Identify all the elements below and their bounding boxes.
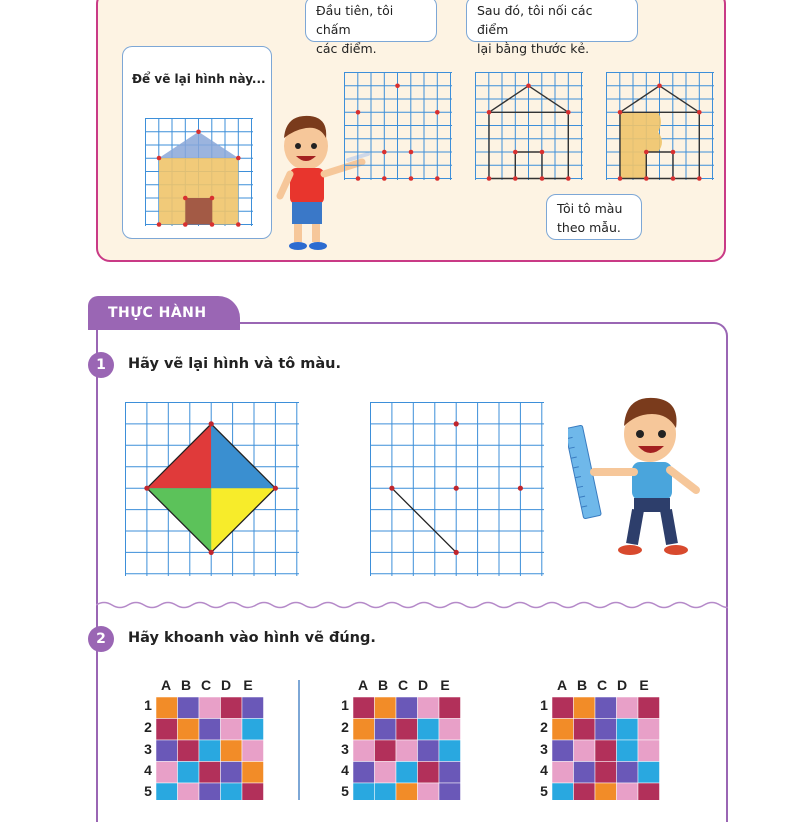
- wavy-divider: [96, 598, 728, 612]
- col-label-b: B: [576, 677, 588, 693]
- boy-illustration-ruler: [568, 392, 718, 562]
- row-label-4: 4: [540, 762, 548, 778]
- row-label-3: 3: [341, 741, 349, 757]
- col-label-e: E: [243, 677, 253, 693]
- row-label-3: 3: [144, 741, 152, 757]
- row-label-5: 5: [341, 783, 349, 799]
- task1-number: 1: [88, 352, 114, 378]
- col-label-c: C: [397, 677, 409, 693]
- col-label-d: D: [417, 677, 429, 693]
- bubble-step1: [305, 0, 437, 56]
- step2-lines-grid: [475, 72, 585, 182]
- col-label-a: A: [160, 677, 172, 693]
- step1-dots-grid: [344, 72, 454, 182]
- grid-separator: [298, 680, 300, 800]
- step3-coloring-grid: [606, 72, 716, 182]
- row-label-2: 2: [341, 719, 349, 735]
- bubble-step3-line2: theo mẫu.: [557, 220, 621, 235]
- bubble-step3-line1: Tôi tô màu: [557, 201, 623, 216]
- row-label-2: 2: [540, 719, 548, 735]
- row-label-2: 2: [144, 719, 152, 735]
- row-label-1: 1: [540, 697, 548, 713]
- intro-card-text: Để vẽ lại hình này...: [132, 72, 266, 86]
- bubble-step2: [466, 0, 638, 56]
- pattern-grid-option-1[interactable]: [136, 674, 276, 800]
- row-label-3: 3: [540, 741, 548, 757]
- col-label-d: D: [616, 677, 628, 693]
- diamond-practice-grid[interactable]: [370, 402, 546, 578]
- pattern-grid-option-3[interactable]: [532, 674, 672, 800]
- col-label-c: C: [596, 677, 608, 693]
- task1-instruction: Hãy vẽ lại hình và tô màu.: [128, 356, 342, 372]
- col-label-a: A: [357, 677, 369, 693]
- bubble-step3: [546, 194, 642, 240]
- practice-section-title: THỰC HÀNH: [88, 296, 240, 330]
- house-example-grid: [145, 118, 255, 228]
- task2-number: 2: [88, 626, 114, 652]
- bubble-step1-line2: các điểm.: [316, 41, 377, 56]
- pattern-grid-option-2[interactable]: [333, 674, 473, 800]
- bubble-step2-line2: lại bằng thước kẻ.: [477, 41, 590, 56]
- col-label-b: B: [180, 677, 192, 693]
- col-label-a: A: [556, 677, 568, 693]
- col-label-e: E: [639, 677, 649, 693]
- col-label-e: E: [440, 677, 450, 693]
- row-label-5: 5: [144, 783, 152, 799]
- row-label-5: 5: [540, 783, 548, 799]
- row-label-1: 1: [144, 697, 152, 713]
- row-label-4: 4: [341, 762, 349, 778]
- house-door: [185, 198, 212, 225]
- bubble-step2-line1: Sau đó, tôi nối các điểm: [477, 3, 593, 37]
- col-label-b: B: [377, 677, 389, 693]
- task2-instruction: Hãy khoanh vào hình vẽ đúng.: [128, 630, 376, 646]
- col-label-d: D: [220, 677, 232, 693]
- col-label-c: C: [200, 677, 212, 693]
- row-label-1: 1: [341, 697, 349, 713]
- bubble-step1-line1: Đầu tiên, tôi chấm: [316, 3, 394, 37]
- diamond-sample-grid: [125, 402, 301, 578]
- row-label-4: 4: [144, 762, 152, 778]
